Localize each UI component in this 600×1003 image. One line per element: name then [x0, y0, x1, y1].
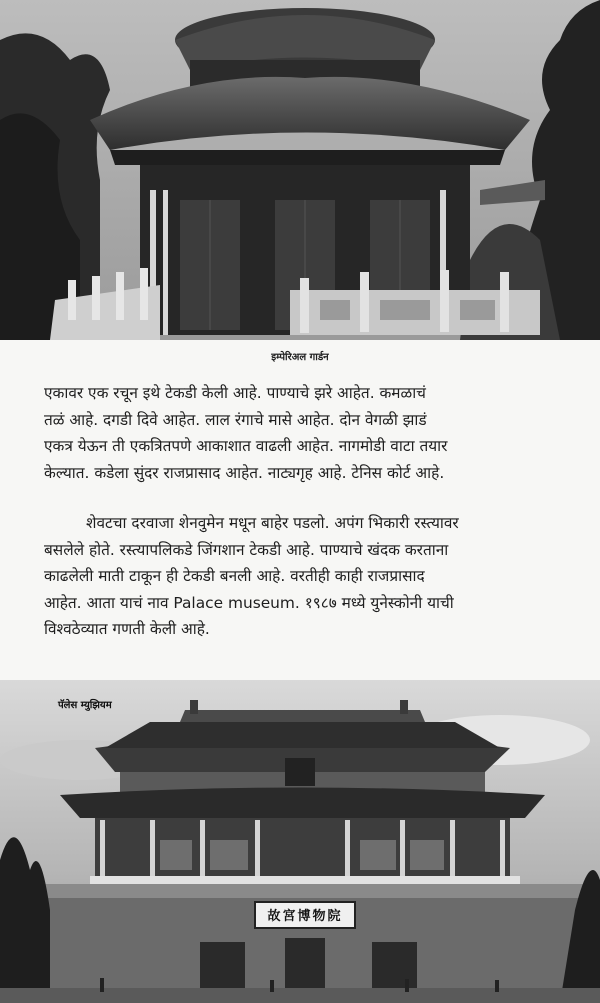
paragraph-line: शेवटचा दरवाजा शेनवुमेन मधून बाहेर पडलो. अपंग भिकारी रस्त्यावर	[86, 514, 459, 532]
paragraph-line: विश्वठेव्यात गणती केली आहे.	[44, 620, 210, 638]
imperial-garden-caption: इम्पेरिअल गार्डन	[271, 352, 329, 363]
paragraph-line: केल्यात. कडेला सुंदर राजप्रासाद आहेत. नाट्यगृह आहे. टेनिस कोर्ट आहे.	[44, 463, 445, 482]
paragraph-line: काढलेली माती टाकून ही टेकडी बनली आहे. वरतीही काही राजप्रासाद	[44, 567, 425, 585]
museum-plaque-text: 故宮博物院	[267, 909, 343, 924]
palace-museum-photo	[0, 680, 600, 1003]
paragraph-line: तळं आहे. दगडी दिवे आहेत. लाल रंगाचे मासे आहेत. दोन वेगळी झाडं	[44, 410, 427, 429]
paragraph-line: बसलेले होते. रस्त्यापलिकडे जिंगशान टेकडी आहे. पाण्याचे खंदक करताना	[44, 540, 449, 559]
imperial-garden-photo	[0, 0, 600, 340]
paragraph-palace-museum	[44, 510, 564, 643]
palace-museum-caption: पॅलेस म्युझियम	[58, 700, 112, 711]
paragraph-line: एकावर एक रचून इथे टेकडी केली आहे. पाण्याचे झरे आहेत. कमळाचं	[44, 384, 426, 402]
paragraph-line: आहेत. आता याचं नाव Palace museum. १९८७ मध्ये युनेस्कोनी याची	[44, 593, 454, 612]
paragraph-line: एकत्र येऊन ती एकत्रितपणे आकाशात वाढली आहेत. नागमोडी वाटा तयार	[44, 437, 448, 455]
paragraph-garden-description	[44, 380, 564, 486]
